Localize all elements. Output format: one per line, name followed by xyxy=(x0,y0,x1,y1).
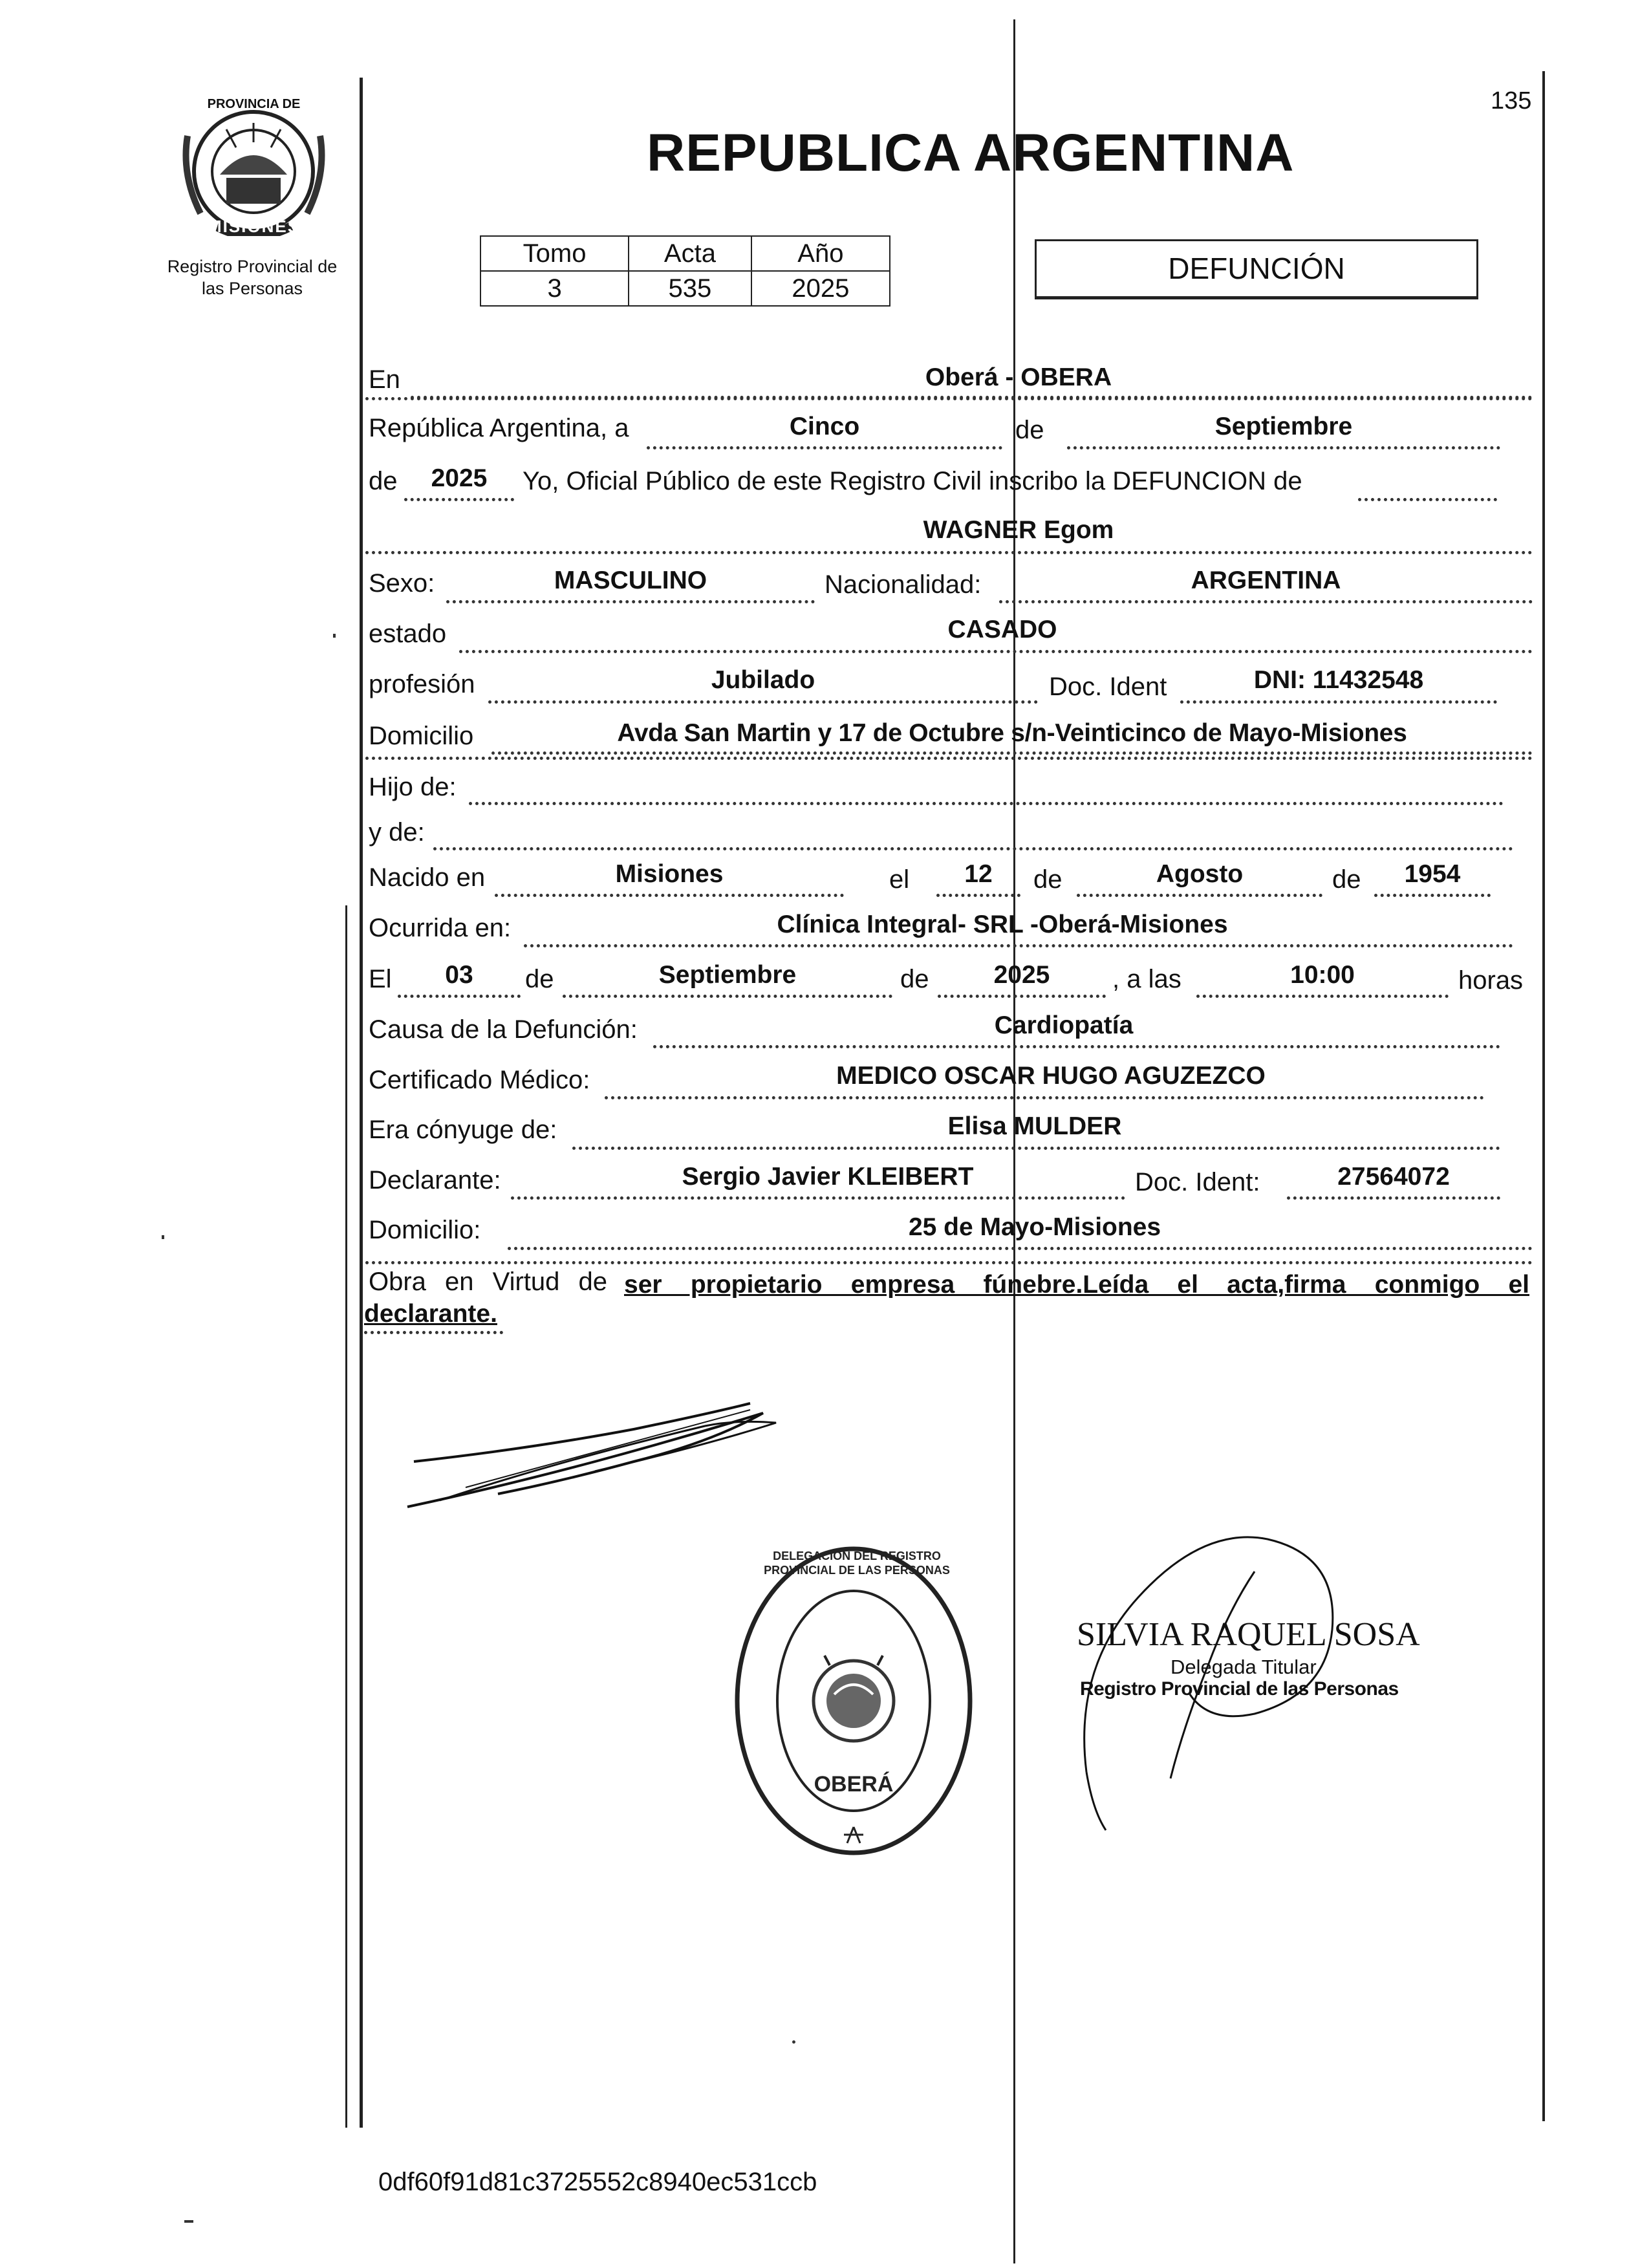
obra-text-2: declarante. xyxy=(364,1300,497,1328)
stamp-ring-text: DELEGACION DEL REGISTRO PROVINCIAL DE LAS PERSONAS xyxy=(764,1550,950,1577)
month-value: Septiembre xyxy=(1214,413,1353,440)
acta-header-acta: Acta xyxy=(629,236,751,271)
official-name: SILVIA RAQUEL SOSA xyxy=(1077,1616,1420,1653)
de-label-3: de xyxy=(1033,865,1063,894)
nacionalidad-dots xyxy=(999,600,1533,603)
declarant-signature-icon xyxy=(401,1390,802,1513)
certificado-value: MEDICO OSCAR HUGO AGUZEZCO xyxy=(836,1062,1266,1090)
sexo-value: MASCULINO xyxy=(554,567,707,594)
de-label-2: de xyxy=(369,467,398,495)
certificado-dots xyxy=(605,1096,1484,1099)
acta-value-acta: 535 xyxy=(629,271,751,306)
en-label: En xyxy=(369,365,400,394)
seal-lettering xyxy=(194,97,314,112)
fallec-anio-dots xyxy=(938,995,1106,998)
decl-domicilio-dots xyxy=(508,1247,1533,1250)
estado-dots xyxy=(459,650,1533,653)
causa-dots xyxy=(653,1045,1500,1048)
doc-type-label: DEFUNCIÓN xyxy=(1168,252,1345,285)
page-number: 135 xyxy=(1491,87,1532,114)
causa-label: Causa de la Defunción: xyxy=(369,1015,638,1044)
row-rule-2 xyxy=(365,551,1533,554)
decl-doc-value: 27564072 xyxy=(1337,1163,1450,1191)
republica-label: República Argentina, a xyxy=(369,414,629,442)
nacido-mes-dots xyxy=(1077,894,1322,897)
nacido-lugar-dots xyxy=(495,894,844,897)
domicilio-value: Avda San Martin y 17 de Octubre s/n-Veinticinco de Mayo-Misiones xyxy=(617,719,1407,747)
document-hash: 0df60f91d81c3725552c8940ec531ccb xyxy=(378,2168,817,2196)
seal-top-text: PROVINCIA DE xyxy=(207,97,301,111)
center-fold-line xyxy=(1013,19,1015,2263)
de-label-6: de xyxy=(900,965,929,993)
domicilio-dots xyxy=(491,751,1533,755)
fallec-dia: 03 xyxy=(445,961,473,989)
decl-domicilio-value: 25 de Mayo-Misiones xyxy=(908,1213,1161,1241)
decl-doc-dots xyxy=(1287,1196,1500,1200)
hijo-dots xyxy=(469,802,1504,805)
page-title: REPUBLICA ARGENTINA xyxy=(647,124,1295,182)
conyuge-label: Era cónyuge de: xyxy=(369,1116,557,1144)
right-margin-rule xyxy=(1542,71,1545,2121)
scan-speck-4 xyxy=(162,1235,164,1239)
sexo-dots xyxy=(446,600,815,603)
doc-ident-label: Doc. Ident xyxy=(1049,673,1167,701)
profesion-dots xyxy=(488,700,1038,704)
fallec-anio: 2025 xyxy=(993,961,1050,989)
ocurrida-value: Clínica Integral- SRL -Oberá-Misiones xyxy=(777,911,1228,938)
estado-value: CASADO xyxy=(947,616,1057,643)
profesion-value: Jubilado xyxy=(711,666,815,694)
doc-type-box xyxy=(1035,239,1478,299)
decl-doc-label: Doc. Ident: xyxy=(1135,1168,1260,1196)
nacido-anio: 1954 xyxy=(1404,860,1461,888)
ocurrida-label: Ocurrida en: xyxy=(369,914,512,942)
nacido-label: Nacido en xyxy=(369,863,486,892)
delegation-stamp-icon xyxy=(728,1542,980,1859)
fallec-dia-dots xyxy=(398,995,521,998)
de-label-5: de xyxy=(525,965,554,993)
estado-label: estado xyxy=(369,620,447,648)
acta-value-tomo: 3 xyxy=(480,271,629,306)
acta-header-anio: Año xyxy=(751,236,890,271)
domicilio-label: Domicilio xyxy=(369,722,474,750)
declarante-dots xyxy=(511,1196,1125,1200)
de-label-1: de xyxy=(1015,416,1044,444)
horas-label: horas xyxy=(1458,966,1524,995)
decl-domicilio-label: Domicilio: xyxy=(369,1216,481,1244)
profesion-label: profesión xyxy=(369,670,475,698)
en-value: Oberá - OBERA xyxy=(925,363,1112,391)
hora-dots xyxy=(1196,995,1449,998)
nacionalidad-label: Nacionalidad: xyxy=(825,570,982,599)
day-words: Cinco xyxy=(789,413,860,440)
nacido-dia: 12 xyxy=(964,860,993,888)
official-office: Registro Provincial de las Personas xyxy=(1080,1678,1399,1700)
fallec-mes-dots xyxy=(563,995,892,998)
seal-lettering-bottom xyxy=(194,217,314,237)
conyuge-value: Elisa MULDER xyxy=(947,1112,1122,1140)
conyuge-dots xyxy=(572,1147,1500,1150)
hora-value: 10:00 xyxy=(1290,961,1355,989)
sexo-label: Sexo: xyxy=(369,569,435,598)
certificado-label: Certificado Médico: xyxy=(369,1066,590,1094)
deceased-name: WAGNER Egom xyxy=(923,516,1114,544)
obra-text: ser propietario empresa fúnebre.Leída el acta,firma conmigo el xyxy=(624,1271,1529,1299)
inscribo-text: Yo, Oficial Público de este Registro Civil inscribo la DEFUNCION de xyxy=(523,467,1302,495)
stamp-city: OBERÁ xyxy=(814,1772,894,1797)
left-margin-rule-inner xyxy=(345,905,347,2128)
nacido-anio-dots xyxy=(1374,894,1491,897)
el-label: el xyxy=(889,865,910,894)
registry-caption-line2: las Personas xyxy=(201,279,303,298)
el2-label: El xyxy=(369,965,392,993)
nacido-lugar: Misiones xyxy=(615,860,724,888)
obra-label: Obra en Virtud de xyxy=(369,1268,608,1296)
year-value: 2025 xyxy=(431,464,488,492)
causa-value: Cardiopatía xyxy=(994,1011,1134,1039)
doc-ident-dots xyxy=(1180,700,1497,704)
official-role: Delegada Titular xyxy=(1171,1656,1317,1678)
acta-value-anio: 2025 xyxy=(751,271,890,306)
year-dots xyxy=(404,498,514,501)
inscribo-dots xyxy=(1358,498,1497,501)
scan-speck-3 xyxy=(333,634,336,638)
month-dots xyxy=(1067,446,1500,449)
row-rule-4 xyxy=(365,1261,1533,1264)
de-label-4: de xyxy=(1332,865,1361,894)
doc-ident-value: DNI: 11432548 xyxy=(1253,666,1424,694)
en-dots xyxy=(411,396,1533,399)
fallec-mes: Septiembre xyxy=(658,961,797,989)
declarante-label: Declarante: xyxy=(369,1166,501,1194)
obra-dots xyxy=(364,1331,503,1334)
provincial-seal-icon xyxy=(181,97,327,236)
acta-header-tomo: Tomo xyxy=(480,236,629,271)
nacionalidad-value: ARGENTINA xyxy=(1191,567,1341,594)
seal-bottom-text: MISIONES xyxy=(207,217,301,236)
yde-dots xyxy=(433,847,1513,850)
row-rule-3 xyxy=(365,757,1533,760)
registry-caption xyxy=(142,255,362,299)
nacido-dia-dots xyxy=(936,894,1020,897)
alas-label: , a las xyxy=(1112,965,1181,993)
nacido-mes: Agosto xyxy=(1156,860,1244,888)
declarante-value: Sergio Javier KLEIBERT xyxy=(682,1163,974,1191)
left-margin-rule xyxy=(360,78,363,2128)
day-dots xyxy=(647,446,1002,449)
scan-speck xyxy=(792,2040,795,2044)
acta-table xyxy=(480,235,890,307)
ocurrida-dots xyxy=(524,944,1513,947)
hijo-label: Hijo de: xyxy=(369,773,457,801)
registry-caption-line1: Registro Provincial de xyxy=(167,257,338,276)
scan-speck-2 xyxy=(184,2220,193,2223)
yde-label: y de: xyxy=(369,818,425,847)
